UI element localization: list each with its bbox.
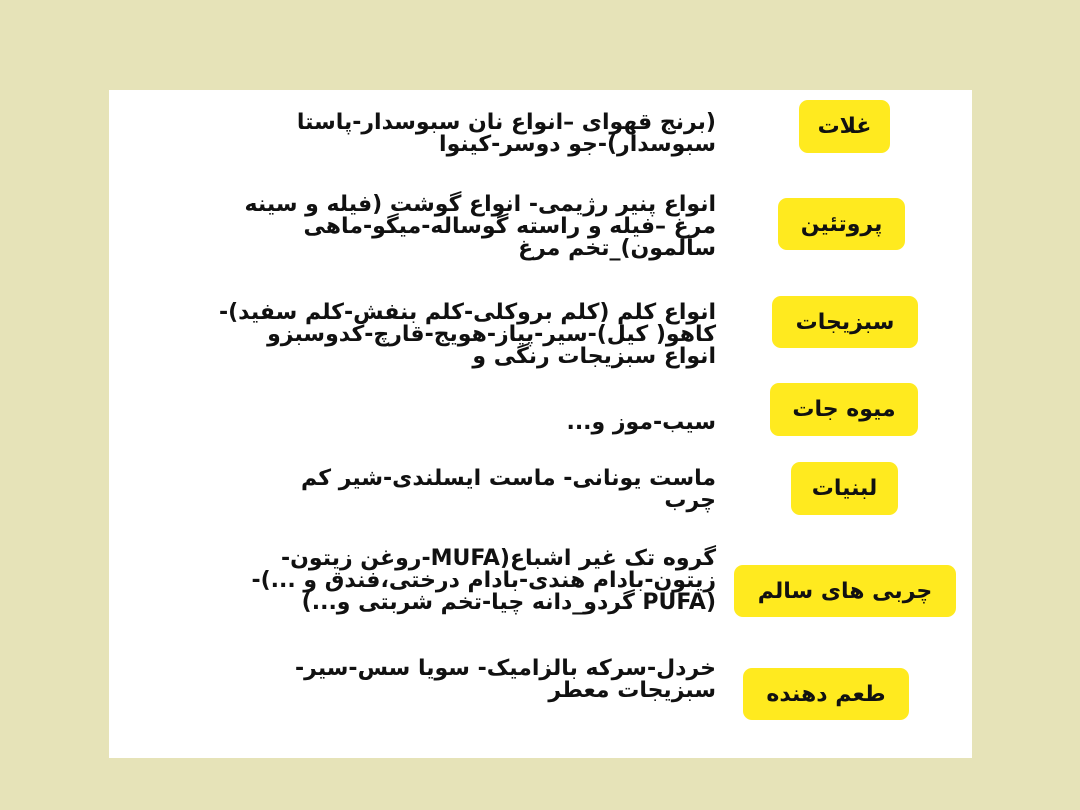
content-card [109, 90, 972, 758]
description-grains: (برنج قهوای –انواع نان سبوسدار-پاستا سبوسدار)-جو دوسر-کینوا [296, 110, 716, 157]
description-fruits: سیب-موز و... [566, 410, 716, 435]
category-badge-flavorings: طعم دهنده [743, 668, 909, 720]
description-vegetables: انواع کلم (کلم بروکلی-کلم بنفش-کلم سفید)- کاهو( کیل)-سیر-پیاز-هویج-قارچ-کدوسبزو انواع سبزیجات رنگی و [218, 300, 716, 369]
description-protein: انواع پنیر رژیمی- انواع گوشت (فیله و سینه مرغ –فیله و راسته گوساله-میگو-ماهی سالمون)_تخم مرغ [244, 192, 716, 261]
category-badge-healthy-fats: چربی های سالم [734, 565, 956, 617]
category-badge-dairy: لبنیات [791, 462, 898, 515]
description-dairy: ماست یونانی- ماست ایسلندی-شیر کم چرب [301, 466, 716, 513]
category-badge-grains: غلات [799, 100, 890, 153]
description-flavorings: خردل-سرکه بالزامیک- سویا سس-سیر- سبزیجات معطر [295, 656, 716, 703]
category-badge-fruits: میوه جات [770, 383, 918, 436]
category-badge-protein: پروتئین [778, 198, 905, 250]
category-badge-vegetables: سبزیجات [772, 296, 918, 348]
description-healthy-fats: گروه تک غیر اشباع(MUFA-روغن زیتون- زیتون-بادام هندی-بادام درختی،فندق و ...)- (PUFA گردو_دانه چیا-تخم شربتی و...) [251, 546, 716, 615]
